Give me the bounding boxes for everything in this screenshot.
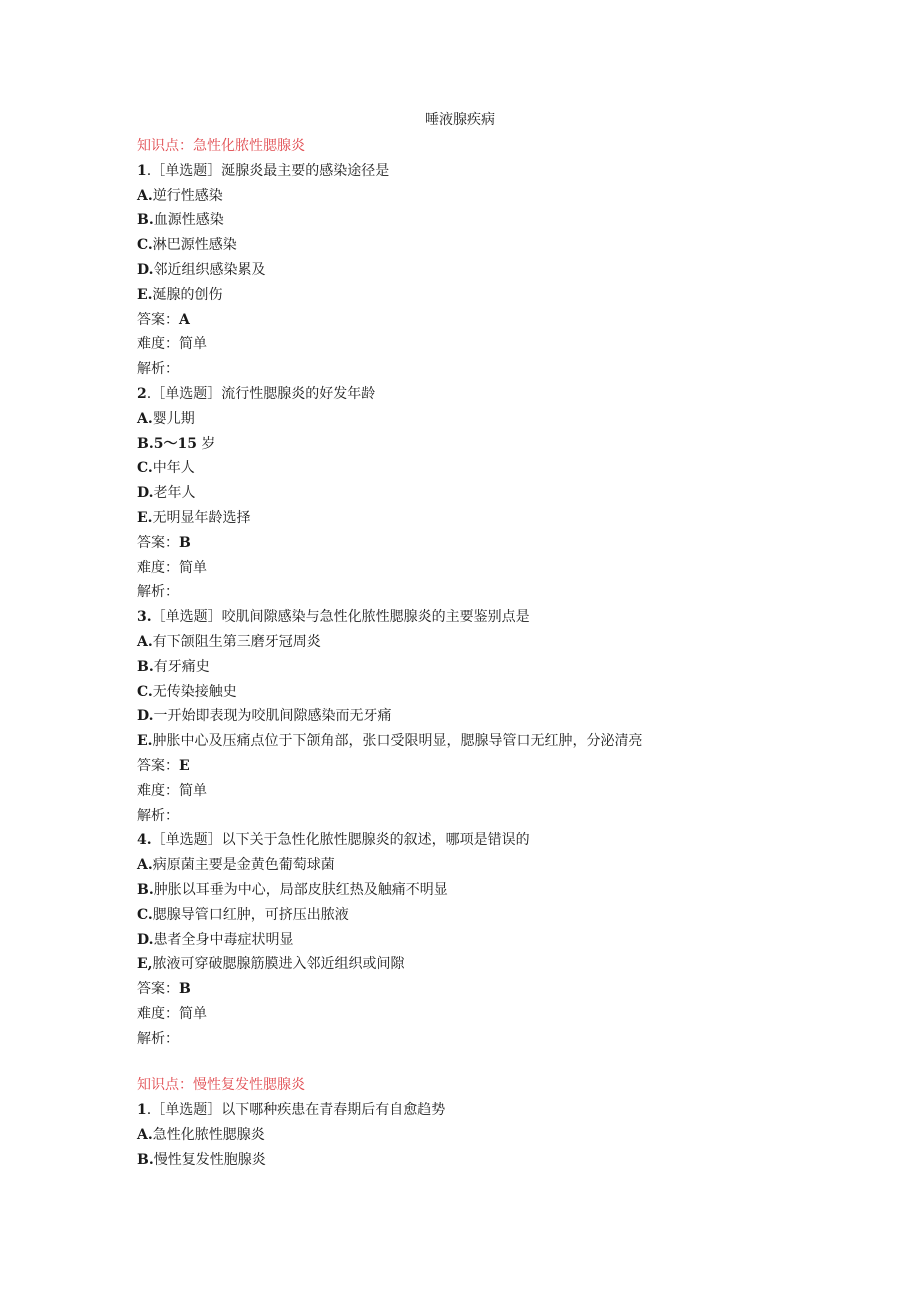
option-b (137, 655, 837, 680)
answer-label: 答案： (137, 311, 179, 328)
question-stem (137, 605, 837, 630)
option-text: 腮腺导管口红肿，可挤压出脓液 (152, 906, 349, 923)
question-text: .［单选题］涎腺炎最主要的感染途径是 (146, 162, 390, 179)
question-text: .［单选题］流行性腮腺炎的好发年龄 (146, 385, 376, 402)
document-title: 唾液腺疾病 (425, 112, 495, 128)
option-a (137, 1123, 837, 1148)
option-b (137, 432, 837, 457)
option-key: B. (137, 1151, 154, 1168)
option-key: D. (137, 708, 154, 725)
option-key: B. (137, 881, 154, 898)
option-key: C. (137, 237, 153, 254)
option-text: 无明显年龄选择 (152, 509, 251, 526)
option-text: 肿胀中心及压痛点位于下颌角部，张口受限明显，腮腺导管口无红肿，分泌清亮 (152, 733, 643, 750)
question-text: ［单选题］咬肌间隙感染与急性化脓性腮腺炎的主要鉴别点是 (151, 609, 530, 626)
option-d (137, 704, 837, 729)
option-text: 血源性感染 (153, 212, 224, 229)
option-a (137, 853, 837, 878)
answer-value: B (179, 534, 191, 551)
option-key: C. (137, 460, 153, 477)
difficulty-line: 难度：简单 (137, 336, 207, 353)
option-text: 有牙痛史 (153, 658, 210, 675)
option-key: B. (137, 212, 154, 229)
option-key: C. (137, 906, 153, 923)
option-text: 中年人 (152, 460, 195, 477)
question-text: ［单选题］以下关于急性化脓性腮腺炎的叙述，哪项是错误的 (151, 832, 530, 849)
option-b (137, 1148, 837, 1173)
option-e (137, 506, 837, 531)
answer-label: 答案： (137, 981, 179, 998)
section-spacer (137, 1051, 837, 1073)
answer-value: A (179, 311, 190, 328)
question-number: 3. (137, 609, 152, 626)
answer-label: 答案： (137, 757, 179, 774)
option-d (137, 928, 837, 953)
question-text: .［单选题］以下哪种疾患在青春期后有自愈趋势 (146, 1102, 446, 1119)
answer-value: E (179, 757, 190, 774)
option-key: E. (137, 286, 153, 303)
option-key: B.5～15 (137, 435, 197, 452)
question-number: 2 (137, 385, 147, 402)
option-key: D. (137, 485, 154, 502)
option-key: A. (137, 857, 153, 874)
answer-line (137, 531, 837, 556)
option-text: 病原菌主要是金黄色葡萄球菌 (152, 857, 335, 874)
option-text: 淋巴源性感染 (152, 237, 237, 254)
option-a (137, 630, 837, 655)
option-text: 肿胀以耳垂为中心，局部皮肤红热及触痛不明显 (153, 881, 448, 898)
analysis-line: 解析： (137, 584, 179, 601)
option-b (137, 208, 837, 233)
difficulty-line: 难度：简单 (137, 1005, 207, 1022)
analysis-line: 解析： (137, 361, 179, 378)
option-key: D. (137, 261, 154, 278)
option-text: 有下颌阻生第三磨牙冠周炎 (152, 633, 321, 650)
question-stem (137, 382, 837, 407)
option-key: E, (137, 956, 153, 973)
option-key: C. (137, 683, 153, 700)
option-text: 岁 (196, 435, 216, 452)
question-number: 1 (137, 1102, 147, 1119)
option-text: 急性化脓性腮腺炎 (152, 1127, 265, 1144)
answer-label: 答案： (137, 534, 179, 551)
option-text: 老年人 (153, 485, 196, 502)
option-key: A. (137, 187, 153, 204)
topic-heading: 知识点：慢性复发性腮腺炎 (137, 1077, 305, 1094)
option-c (137, 680, 837, 705)
option-text: 涎腺的创伤 (152, 286, 223, 303)
question-number: 1 (137, 162, 147, 179)
answer-line (137, 308, 837, 333)
option-text: 患者全身中毒症状明显 (153, 931, 294, 948)
topic-heading: 知识点：急性化脓性腮腺炎 (137, 138, 305, 154)
option-key: B. (137, 658, 154, 675)
option-key: E. (137, 509, 153, 526)
option-c (137, 233, 837, 258)
option-e (137, 283, 837, 308)
option-d (137, 481, 837, 506)
option-key: E. (137, 733, 153, 750)
answer-value: B (179, 981, 191, 998)
answer-line (137, 977, 837, 1002)
option-text: 婴儿期 (152, 410, 195, 427)
option-e (137, 952, 837, 977)
option-text: 脓液可穿破腮腺筋膜进入邻近组织或间隙 (152, 956, 405, 973)
option-a (137, 407, 837, 432)
option-key: A. (137, 1127, 153, 1144)
option-key: D. (137, 931, 154, 948)
option-e (137, 729, 837, 754)
question-stem (137, 159, 837, 184)
option-text: 逆行性感染 (152, 187, 223, 204)
option-text: 无传染接触史 (152, 683, 237, 700)
option-text: 邻近组织感染累及 (153, 261, 266, 278)
difficulty-line: 难度：简单 (137, 559, 207, 576)
document-body (137, 134, 837, 1173)
option-b (137, 878, 837, 903)
option-text: 一开始即表现为咬肌间隙感染而无牙痛 (153, 708, 392, 725)
option-d (137, 258, 837, 283)
option-a (137, 184, 837, 209)
answer-line (137, 754, 837, 779)
option-c (137, 456, 837, 481)
option-key: A. (137, 633, 153, 650)
difficulty-line: 难度：简单 (137, 782, 207, 799)
option-text: 慢性复发性胞腺炎 (153, 1151, 266, 1168)
question-stem (137, 1098, 837, 1123)
question-number: 4. (137, 832, 152, 849)
option-key: A. (137, 410, 153, 427)
analysis-line: 解析： (137, 1030, 179, 1047)
analysis-line: 解析： (137, 807, 179, 824)
option-c (137, 903, 837, 928)
question-stem (137, 828, 837, 853)
